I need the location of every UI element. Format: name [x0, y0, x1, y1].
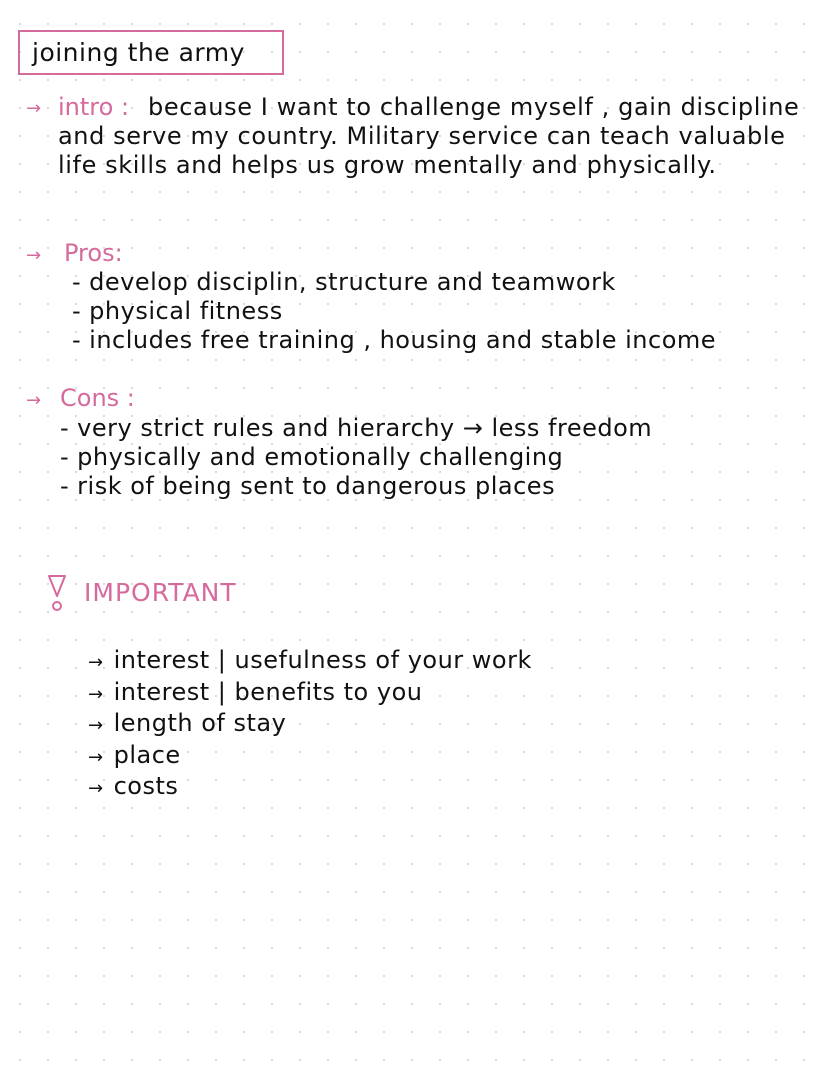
list-item: → interest | usefulness of your work	[88, 646, 532, 674]
list-item: - physically and emotionally challenging	[60, 443, 564, 471]
cons-arrow-icon: →	[26, 390, 42, 411]
list-item: → costs	[88, 772, 179, 800]
list-item: - physical fitness	[72, 297, 283, 325]
list-item: → place	[88, 740, 181, 769]
important-label: IMPORTANT	[84, 578, 237, 607]
intro-text: because I want to challenge myself , gain discipline and serve my country. Military service can teach valuable life skills and helps us grow mentally and physically.	[58, 93, 800, 179]
list-item: - very strict rules and hierarchy → less freedom	[60, 414, 653, 442]
note-title-box	[18, 30, 284, 75]
intro-label: intro :	[58, 93, 130, 121]
exclamation-icon	[46, 572, 68, 614]
list-item: - develop disciplin, structure and teamwork	[72, 268, 616, 296]
important-list	[88, 646, 532, 804]
list-item: - risk of being sent to dangerous places	[60, 472, 556, 500]
arrow-right-icon: →	[88, 778, 104, 799]
list-item: - includes free training , housing and stable income	[72, 326, 717, 354]
intro-arrow-icon: →	[26, 98, 42, 119]
arrow-right-icon: →	[88, 652, 104, 673]
cons-label: Cons :	[60, 384, 135, 412]
arrow-right-icon: →	[88, 746, 104, 768]
note-title: joining the army	[32, 38, 245, 67]
list-item: → interest | benefits to you	[88, 677, 423, 706]
arrow-right-icon: →	[88, 715, 104, 736]
arrow-right-icon: →	[88, 683, 104, 705]
pros-label: Pros:	[64, 239, 123, 267]
pros-arrow-icon: →	[26, 245, 42, 266]
pros-list	[72, 268, 716, 355]
cons-list	[60, 414, 652, 501]
list-item: → length of stay	[88, 709, 287, 737]
